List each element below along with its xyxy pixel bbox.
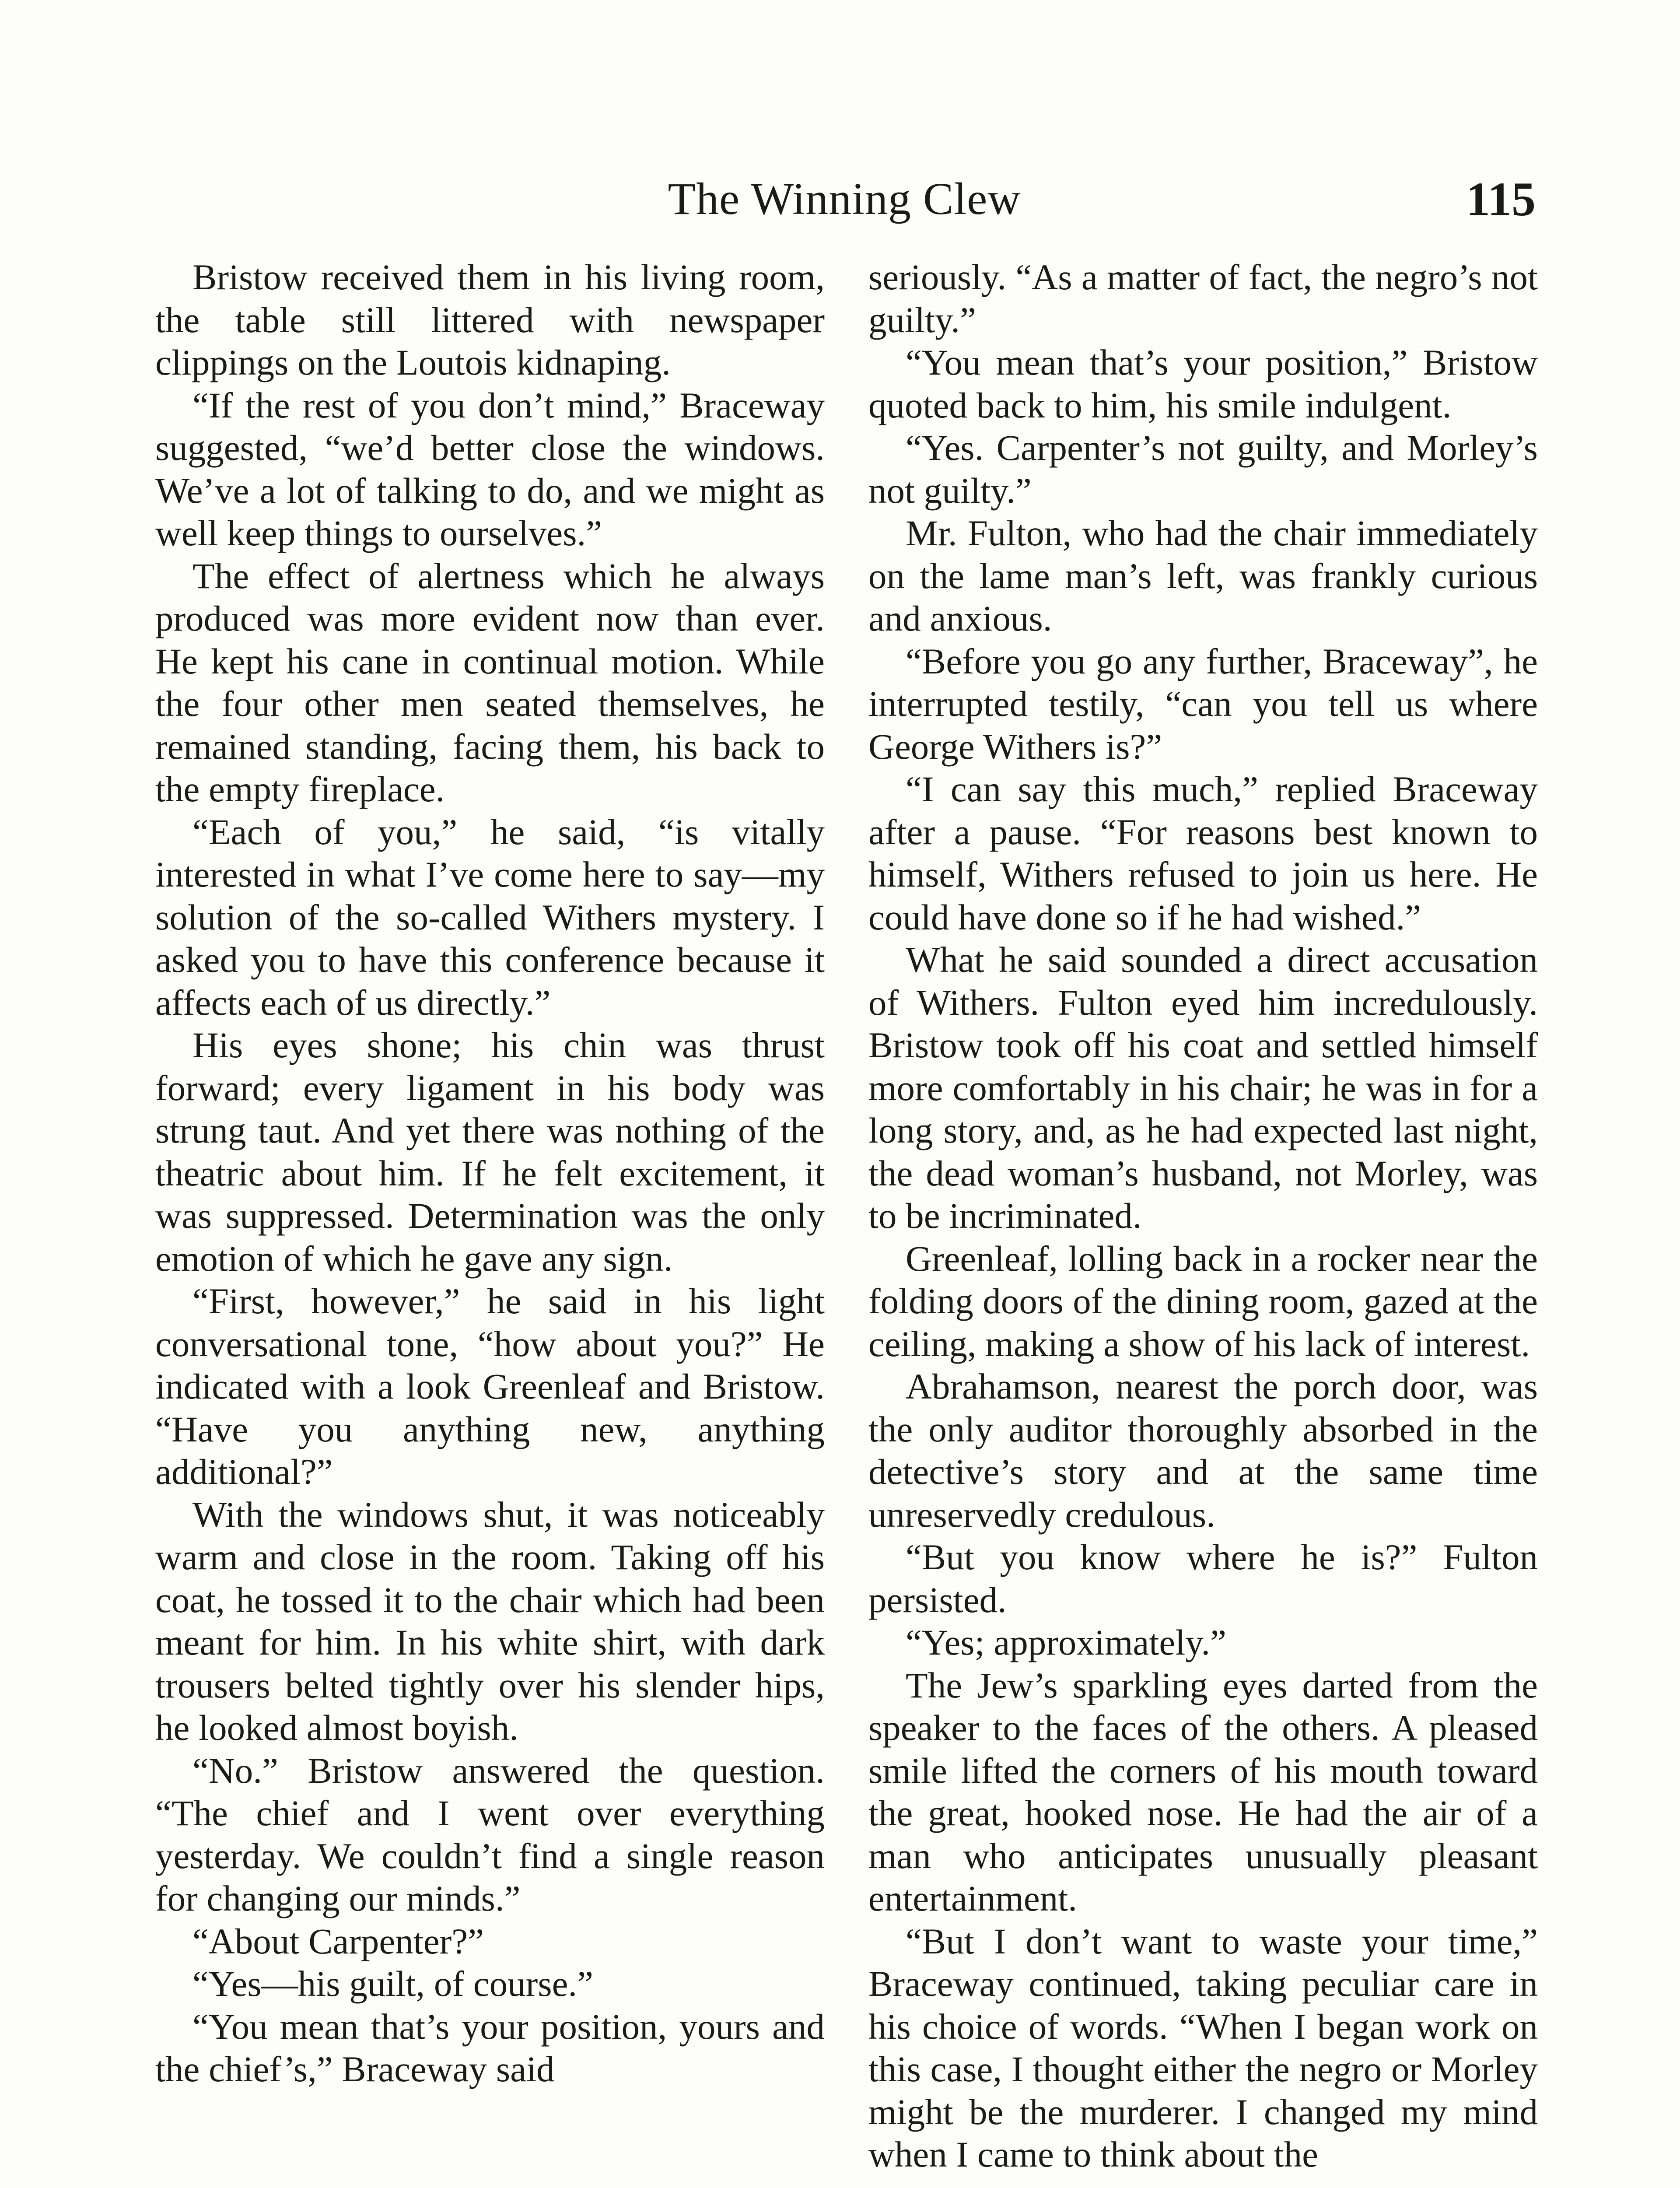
paragraph: What he said sounded a direct accusation of Withers. Fulton eyed him incredulously. Bristow took off his coat and settled himself more comfortably in his chair; he was in for a long story, and, as he had expected last night, the dead woman’s husband, not Morley, was to be incriminated. <box>868 940 1538 1236</box>
paragraph: His eyes shone; his chin was thrust forward; every ligament in his body was strung taut. And yet there was nothing of the theatric about him. If he felt excitement, it was suppressed. Determination was the only emotion of which he gave any sign. <box>155 1025 825 1279</box>
paragraph: “No.” Bristow answered the question. “The chief and I went over everything yesterday. We couldn’t find a single reason for changing our minds.” <box>155 1750 825 1918</box>
paragraph: “Before you go any further, Braceway”, he interrupted testily, “can you tell us where George Withers is?” <box>868 641 1538 767</box>
paragraph: “You mean that’s your position, yours and the chief’s,” Braceway said <box>155 2006 825 2089</box>
paragraph: “Yes—his guilt, of course.” <box>192 1964 593 2004</box>
page-number: 115 <box>1466 172 1536 226</box>
paragraph: Abrahamson, nearest the porch door, was the only auditor thoroughly absorbed in the detective’s story and at the same time unreservedly credulous. <box>868 1366 1538 1535</box>
running-head <box>153 166 1536 232</box>
paragraph: The effect of alertness which he always produced was more evident now than ever. He kept his cane in continual motion. While the four other men seated themselves, he remained standing, facing them, his back to the empty fireplace. <box>155 555 825 809</box>
paragraph: “Yes. Carpenter’s not guilty, and Morley’s not guilty.” <box>868 428 1538 511</box>
paragraph: “Each of you,” he said, “is vitally interested in what I’ve come here to say—my solution of the so-called Withers mystery. I asked you to have this conference because it affects each of us directly.” <box>155 811 825 1023</box>
paragraph: “But I don’t want to waste your time,” Braceway continued, taking peculiar care in his choice of words. “When I began work on this case, I thought either the negro or Morley might be the murderer. I changed my mind when I came to think about the <box>868 1921 1538 2174</box>
paragraph: Mr. Fulton, who had the chair immediately on the lame man’s left, was frankly curious and anxious. <box>868 513 1538 638</box>
paragraph: seriously. “As a matter of fact, the negro’s not guilty.” <box>868 257 1538 340</box>
paragraph: Bristow received them in his living room, the table still littered with newspaper clippings on the Loutois kidnaping. <box>155 257 825 382</box>
paragraph: Greenleaf, lolling back in a rocker near the folding doors of the dining room, gazed at the ceiling, making a show of his lack of interest. <box>868 1238 1538 1364</box>
paragraph: “First, however,” he said in his light conversational tone, “how about you?” He indicated with a look Greenleaf and Bristow. “Have you anything new, anything additional?” <box>155 1281 825 1492</box>
paragraph: “You mean that’s your position,” Bristow quoted back to him, his smile indulgent. <box>868 342 1538 425</box>
paragraph: “But you know where he is?” Fulton persisted. <box>868 1537 1538 1620</box>
paragraph: The Jew’s sparkling eyes darted from the speaker to the faces of the others. A pleased smile lifted the corners of his mouth toward the great, hooked nose. He had the air of a man who anticipates unusually pleasant entertainment. <box>868 1665 1538 1918</box>
paragraph: “I can say this much,” replied Braceway after a pause. “For reasons best known to himself, Withers refused to join us here. He could have done so if he had wished.” <box>868 769 1538 937</box>
left-text-column <box>155 256 825 2091</box>
paragraph: “Yes; approximately.” <box>906 1622 1227 1662</box>
paragraph: “If the rest of you don’t mind,” Braceway suggested, “we’d better close the windows. We’ve a lot of talking to do, and we might as well keep things to ourselves.” <box>155 385 825 553</box>
paragraph: With the windows shut, it was noticeably warm and close in the room. Taking off his coat, he tossed it to the chair which had been meant for him. In his white shirt, with dark trousers belted tightly over his slender hips, he looked almost boyish. <box>155 1494 825 1748</box>
right-text-column <box>868 256 1538 2176</box>
running-title: The Winning Clew <box>668 174 1021 224</box>
paragraph: “About Carpenter?” <box>192 1921 484 1961</box>
